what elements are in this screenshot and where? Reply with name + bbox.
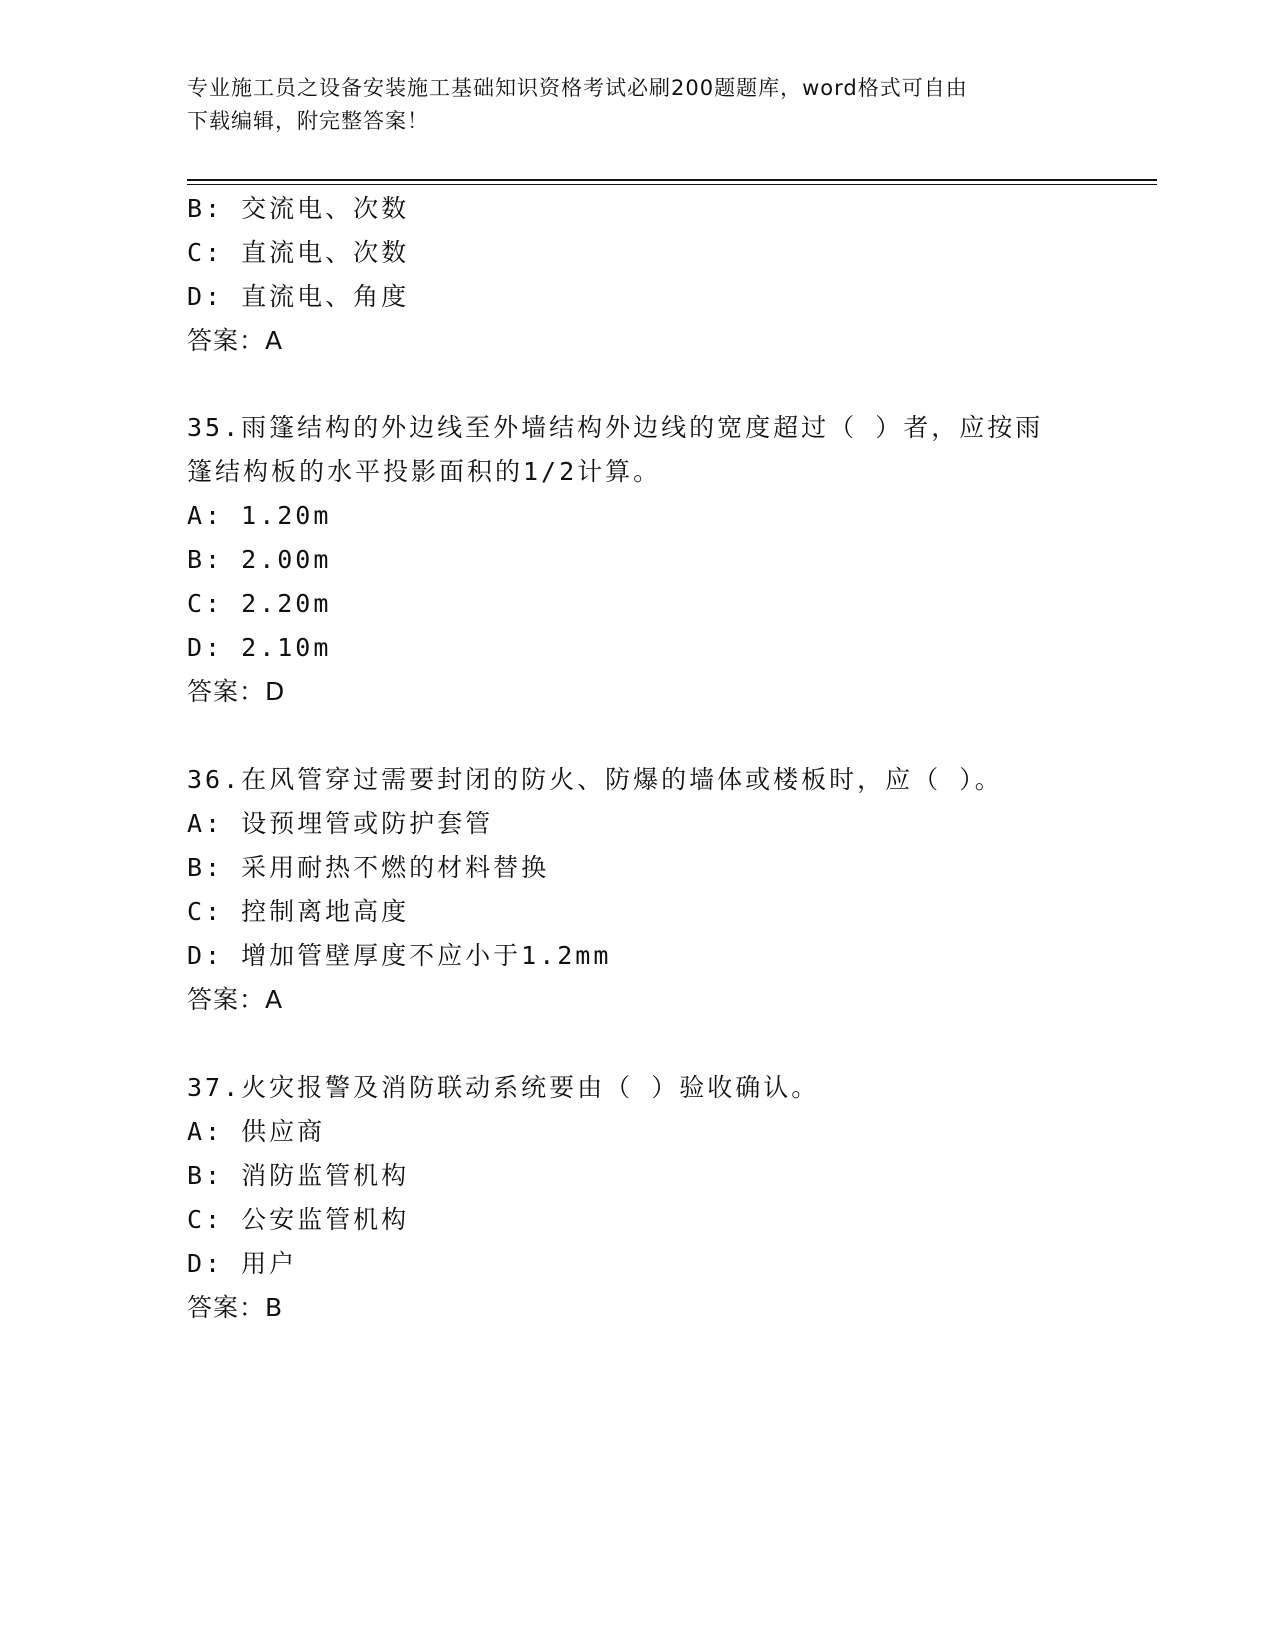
q34-answer: 答案：A xyxy=(187,326,284,355)
q35-stem-line-2: 篷结构板的水平投影面积的1/2计算。 xyxy=(187,457,662,486)
q35-option-c: C: 2.20m xyxy=(187,589,332,618)
q35-stem-line-1: 35.雨篷结构的外边线至外墙结构外边线的宽度超过（ ）者，应按雨 xyxy=(187,413,1044,442)
header-line-1: 专业施工员之设备安装施工基础知识资格考试必刷200题题库，word格式可自由 xyxy=(187,76,968,100)
q34-option-d: D: 直流电、角度 xyxy=(187,282,410,311)
q36-option-a: A: 设预埋管或防护套管 xyxy=(187,809,494,838)
q35-option-a: A: 1.20m xyxy=(187,501,332,530)
header-divider-thick xyxy=(187,179,1157,181)
q34-option-c: C: 直流电、次数 xyxy=(187,238,410,267)
q35-option-d: D: 2.10m xyxy=(187,633,332,662)
q35-answer: 答案：D xyxy=(187,677,286,706)
header-line-2: 下载编辑，附完整答案！ xyxy=(187,109,429,133)
q36-answer: 答案：A xyxy=(187,985,284,1014)
q36-option-c: C: 控制离地高度 xyxy=(187,897,410,926)
q37-stem: 37.火灾报警及消防联动系统要由（ ）验收确认。 xyxy=(187,1073,820,1102)
q37-option-d: D: 用户 xyxy=(187,1249,298,1278)
q37-option-a: A: 供应商 xyxy=(187,1117,326,1146)
q37-option-c: C: 公安监管机构 xyxy=(187,1205,410,1234)
q36-stem: 36.在风管穿过需要封闭的防火、防爆的墙体或楼板时，应（ ）。 xyxy=(187,765,1003,794)
q36-option-d: D: 增加管壁厚度不应小于1.2mm xyxy=(187,941,612,970)
q35-option-b: B: 2.00m xyxy=(187,545,332,574)
document-header xyxy=(187,72,1067,138)
q37-answer: 答案：B xyxy=(187,1293,284,1322)
q34-option-b: B: 交流电、次数 xyxy=(187,194,410,223)
header-divider-thin xyxy=(187,184,1157,185)
q37-option-b: B: 消防监管机构 xyxy=(187,1161,410,1190)
q36-option-b: B: 采用耐热不燃的材料替换 xyxy=(187,853,550,882)
